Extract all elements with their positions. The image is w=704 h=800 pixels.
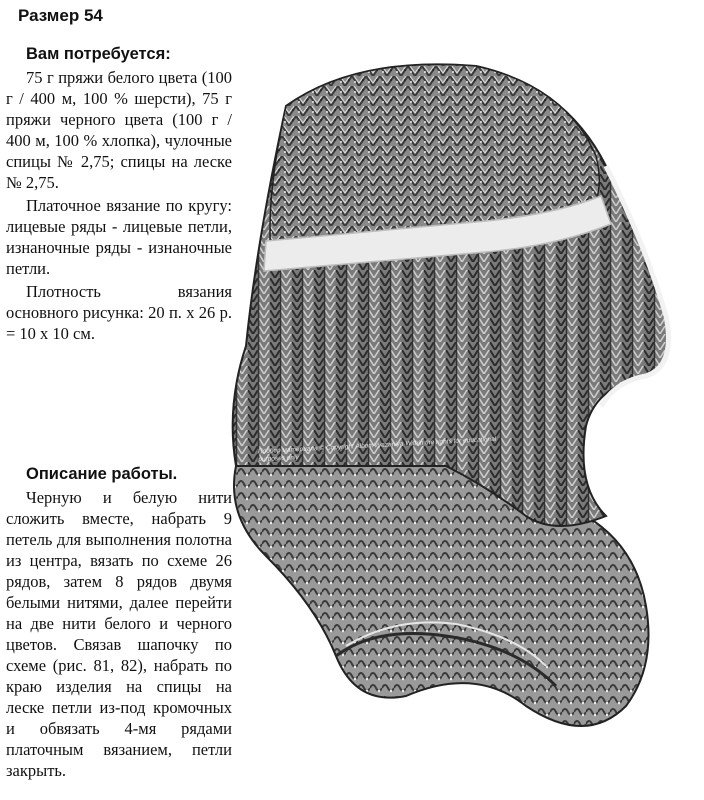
materials-gauge-text: Плотность вязания основного рисунка: 20 п. х 26 р. = 10 х 10 см. bbox=[6, 282, 232, 343]
knitted-hood-photo bbox=[226, 46, 696, 746]
work-section bbox=[0, 464, 232, 783]
size-title: Размер 54 bbox=[18, 6, 103, 25]
materials-section bbox=[0, 44, 232, 346]
work-description-text: Черную и белую нити сложить вместе, набрать 9 петель для выполнения полотна из центра, вязать по схеме 26 рядов, затем 8 рядов двумя белыми нитями, далее перейти на две нити белого и черного цветов. Связав шапочку по схеме (рис. 81, 82), набрать по краю изделия на спицы на леске петли из-под кромочных и обвязать 4-мя рядами платочным вязанием, петли закрыть. bbox=[6, 488, 232, 780]
image-watermark: Подбор материала © Copyright AlbomVyazaniya Within the rights for educational purposes only bbox=[257, 435, 497, 464]
materials-technique-text: Платочное вязание по кругу: лицевые ряды - лицевые петли, изнаночные ряды - изнаночные петли. bbox=[6, 196, 232, 278]
materials-heading: Вам потребуется: bbox=[26, 45, 171, 63]
materials-yarn-text: 75 г пряжи белого цвета (100 г / 400 м, 100 % шерсти), 75 г пряжи черного цвета (100 г / 400 м, 100 % хлопка), чулочные спицы № 2,75; спицы на леске № 2,75. bbox=[6, 68, 232, 192]
work-heading: Описание работы. bbox=[26, 465, 178, 483]
